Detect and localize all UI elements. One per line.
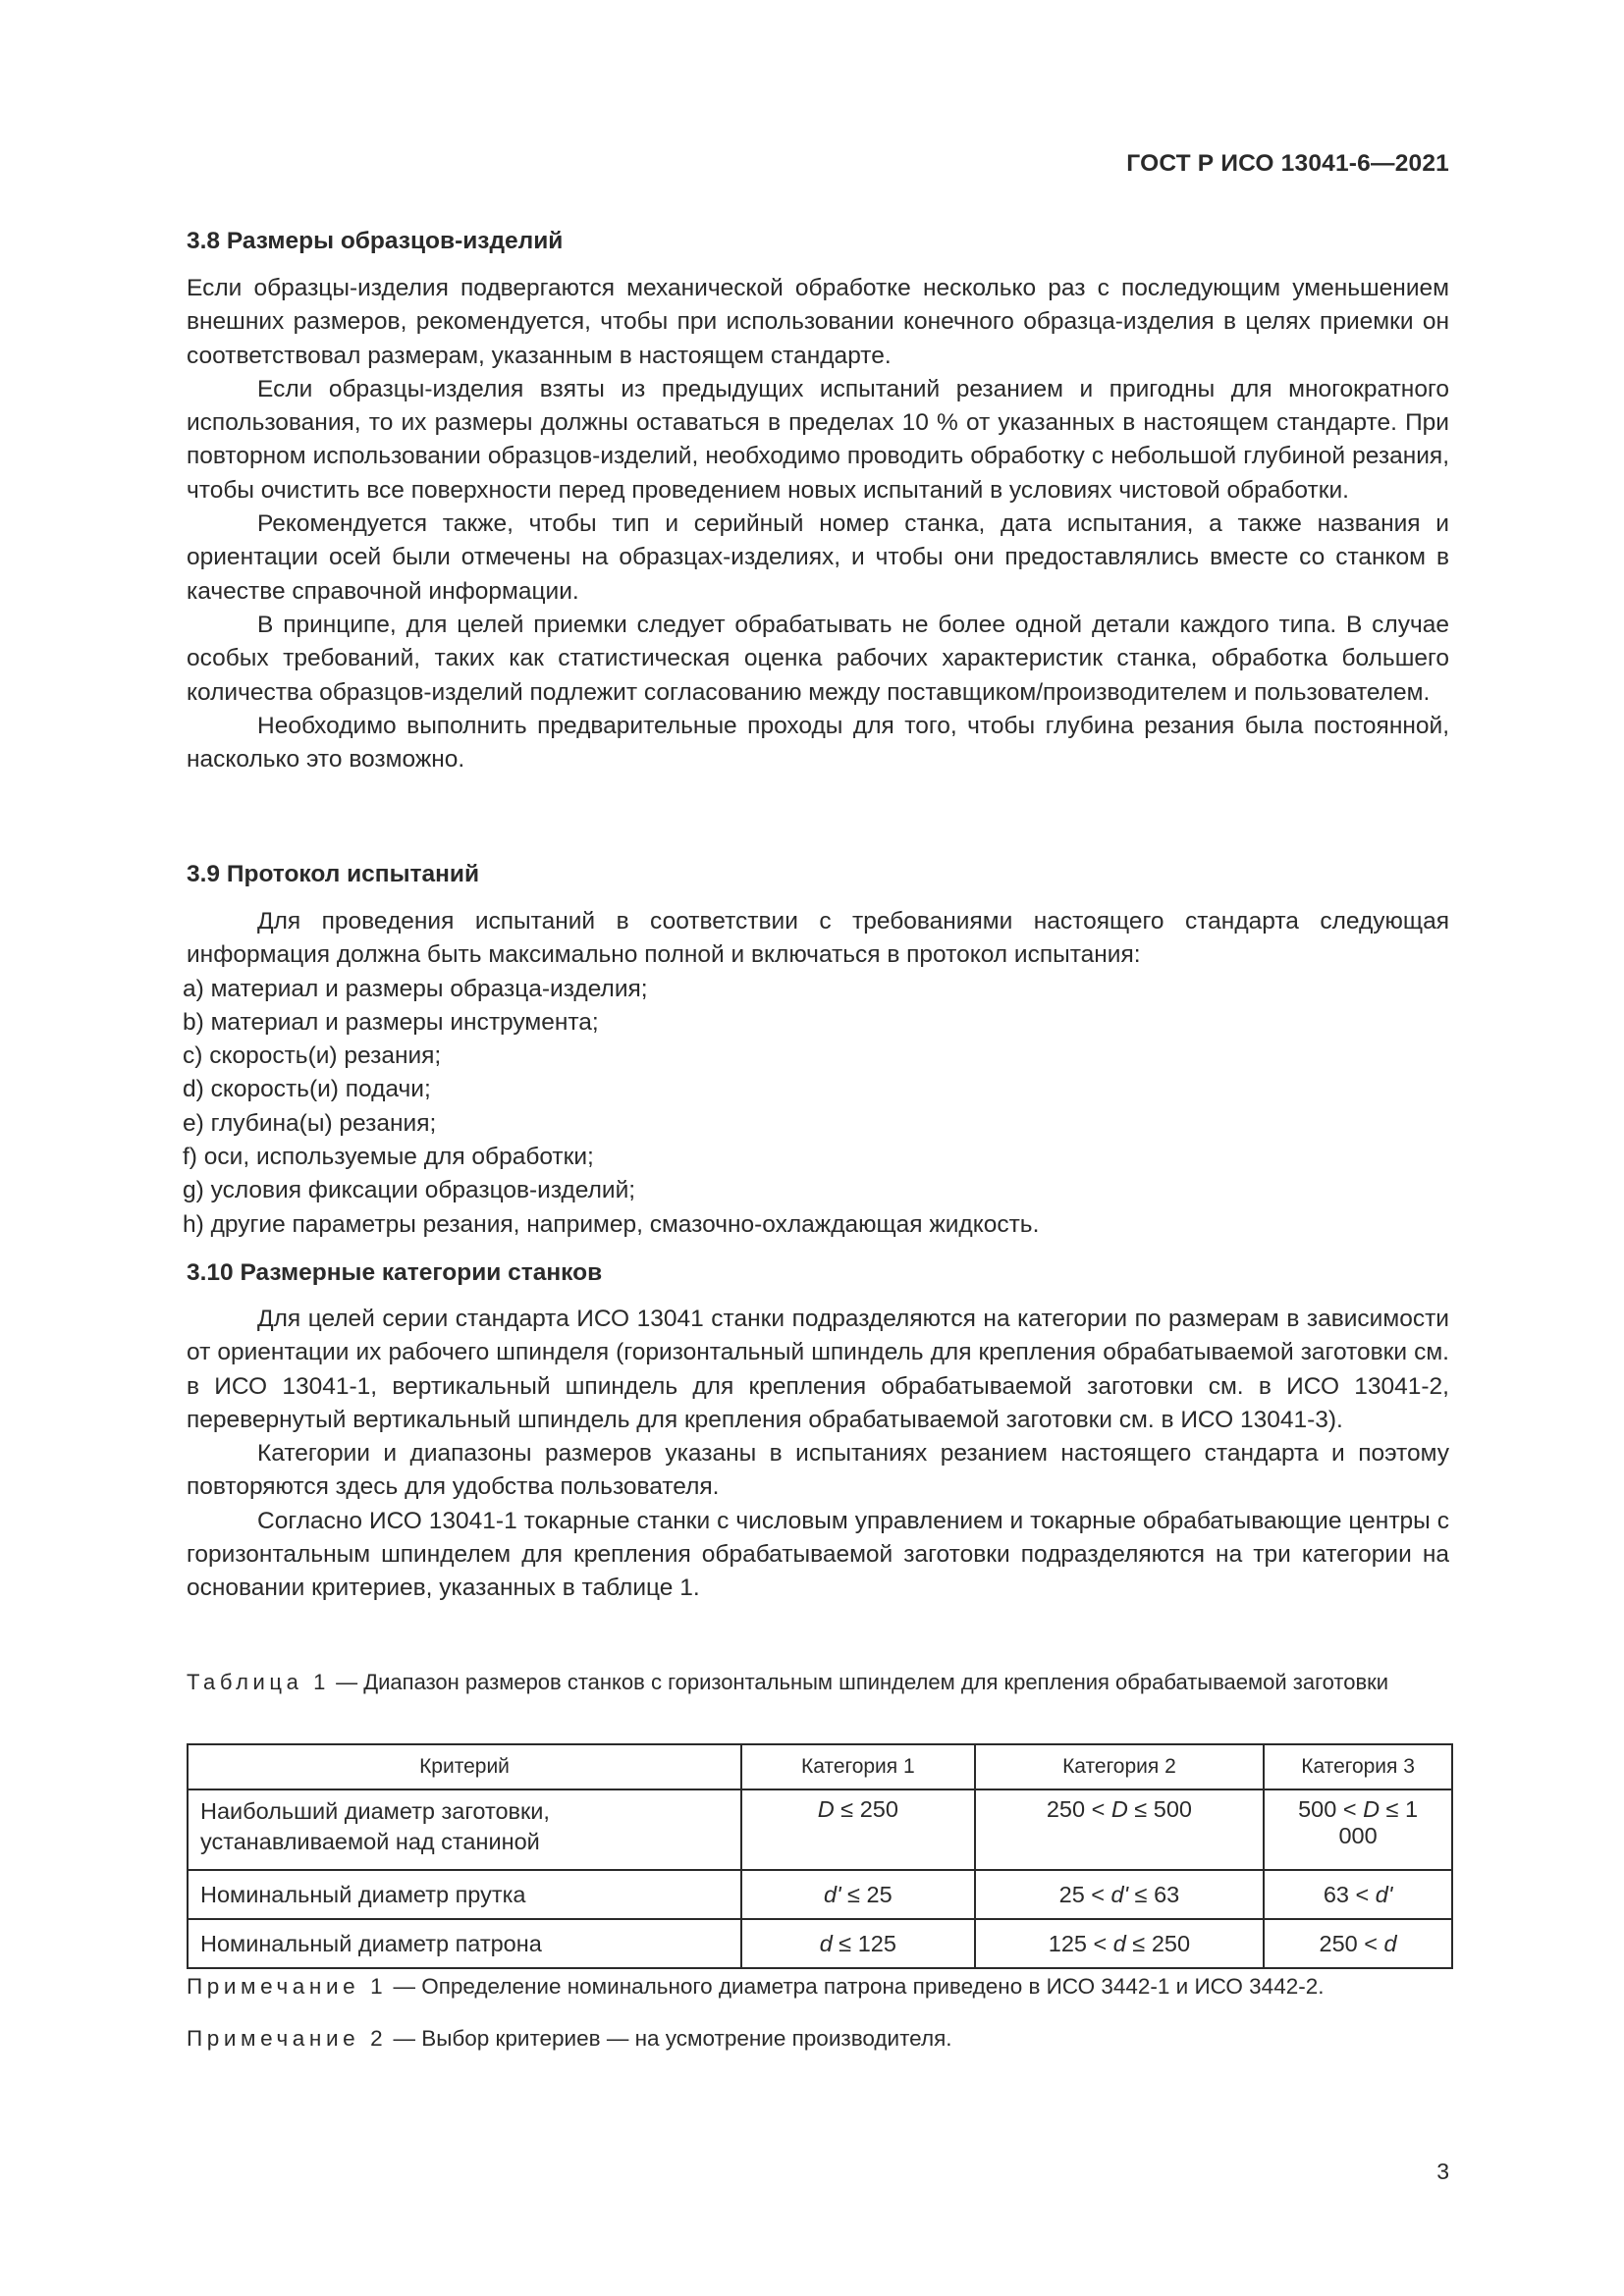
table-header-cell: Категория 3: [1264, 1744, 1452, 1789]
section-3-10-title: 3.10 Размерные категории станков: [187, 1259, 603, 1286]
table-row: [188, 1789, 1452, 1870]
list-item: c) скорость(и) резания;: [183, 1042, 442, 1070]
table-header-row: [188, 1744, 1452, 1789]
table-cell-value: 500 < D ≤ 1 000: [1264, 1789, 1452, 1870]
note-label: Примечание 2: [187, 2026, 388, 2051]
note-text: — Определение номинального диаметра патрона приведено в ИСО 3442-1 и ИСО 3442-2.: [387, 1974, 1325, 1999]
paragraph: Если образцы-изделия взяты из предыдущих испытаний резанием и пригодны для многократного использования, то их размеры должны оставаться в пределах 10 % от указанных в настоящем стандарте. При повторном использовании образцов-изделий, необходимо проводить обработку с небольшой глубиной резания, чтобы очистить все поверхности перед проведением новых испытаний в условиях чистовой обработки.: [187, 375, 1449, 504]
note-text: — Выбор критериев — на усмотрение производителя.: [387, 2026, 952, 2051]
table-note-1: [187, 1971, 1453, 2002]
paragraph: Необходимо выполнить предварительные проходы для того, чтобы глубина резания была постоянной, насколько это возможно.: [187, 712, 1449, 774]
paragraph: Если образцы-изделия подвергаются механической обработке несколько раз с последующим уменьшением внешних размеров, рекомендуется, чтобы при использовании конечного образца-изделия в целях приемки он соответствовал размерам, указанным в настоящем стандарте.: [187, 275, 1449, 369]
paragraph: В принципе, для целей приемки следует обрабатывать не более одной детали каждого типа. В случае особых требований, таких как статистическая оценка рабочих характеристик станка, обработка большего количества образцов-изделий подлежит согласованию между поставщиком/производителем и пользователем.: [187, 611, 1449, 706]
table-1-caption: [187, 1667, 1449, 1698]
document-code: ГОСТ Р ИСО 13041-6—2021: [1126, 150, 1449, 177]
table-cell-value: 125 < d ≤ 250: [975, 1919, 1265, 1968]
section-3-9-body: [183, 905, 1449, 1242]
table-note-2: [187, 2023, 1453, 2055]
note-label: Примечание 1: [187, 1974, 388, 1999]
table-caption-label: Таблица 1: [187, 1670, 331, 1694]
list-item: a) материал и размеры образца-изделия;: [183, 975, 648, 1002]
table-cell-value: 250 < D ≤ 500: [975, 1789, 1265, 1870]
list-item: b) материал и размеры инструмента;: [183, 1008, 599, 1036]
list-item: e) глубина(ы) резания;: [183, 1109, 437, 1137]
table-cell-value: D ≤ 250: [741, 1789, 975, 1870]
paragraph: Рекомендуется также, чтобы тип и серийный номер станка, дата испытания, а также названия и ориентации осей были отмечены на образцах-изделиях, и чтобы они предоставлялись вместе со станком в качестве справочной информации.: [187, 510, 1449, 605]
paragraph: Категории и диапазоны размеров указаны в испытаниях резанием настоящего стандарта и поэтому повторяются здесь для удобства пользователя.: [187, 1440, 1449, 1501]
table-cell-criterion: Наибольший диаметр заготовки, устанавливаемой над станиной: [188, 1789, 741, 1870]
section-3-10-body: [187, 1303, 1449, 1606]
list-item: f) оси, используемые для обработки;: [183, 1144, 594, 1171]
table-row: [188, 1919, 1452, 1968]
table-caption-text: — Диапазон размеров станков с горизонтальным шпинделем для крепления обрабатываемой заготовки: [330, 1670, 1389, 1694]
table-cell-criterion: Номинальный диаметр патрона: [188, 1919, 741, 1968]
section-3-9-title: 3.9 Протокол испытаний: [187, 861, 480, 887]
section-3-8-body: [187, 272, 1449, 776]
table-header-cell: Критерий: [188, 1744, 741, 1789]
table-row: [188, 1870, 1452, 1919]
document-page: [183, 0, 1449, 2296]
table-cell-value: d' ≤ 25: [741, 1870, 975, 1919]
section-3-8-title: 3.8 Размеры образцов-изделий: [187, 228, 564, 254]
table-cell-value: 63 < d': [1264, 1870, 1452, 1919]
table-header-cell: Категория 1: [741, 1744, 975, 1789]
table-header-cell: Категория 2: [975, 1744, 1265, 1789]
table-cell-value: 250 < d: [1264, 1919, 1452, 1968]
paragraph: Для проведения испытаний в соответствии с требованиями настоящего стандарта следующая информация должна быть максимально полной и включаться в протокол испытания:: [187, 908, 1449, 969]
paragraph: Согласно ИСО 13041-1 токарные станки с числовым управлением и токарные обрабатывающие центры с горизонтальным шпинделем для крепления обрабатываемой заготовки подразделяются на три категории на основании критериев, указанных в таблице 1.: [187, 1507, 1449, 1602]
table-cell-value: 25 < d' ≤ 63: [975, 1870, 1265, 1919]
table-cell-value: d ≤ 125: [741, 1919, 975, 1968]
list-item: d) скорость(и) подачи;: [183, 1076, 431, 1103]
page-number: 3: [1436, 2159, 1449, 2184]
table-cell-criterion: Номинальный диаметр прутка: [188, 1870, 741, 1919]
list-item: h) другие параметры резания, например, смазочно-охлаждающая жидкость.: [183, 1210, 1040, 1238]
list-item: g) условия фиксации образцов-изделий;: [183, 1177, 636, 1204]
paragraph: Для целей серии стандарта ИСО 13041 станки подразделяются на категории по размерам в зависимости от ориентации их рабочего шпинделя (горизонтальный шпиндель для крепления обрабатываемой заготовки см. в ИСО 13041-1, вертикальный шпиндель для крепления обрабатываемой заготовки см. в ИСО 13041-2, перевернутый вертикальный шпиндель для крепления обрабатываемой заготовки см. в ИСО 13041-3).: [187, 1306, 1449, 1433]
table-1: [187, 1743, 1453, 1969]
